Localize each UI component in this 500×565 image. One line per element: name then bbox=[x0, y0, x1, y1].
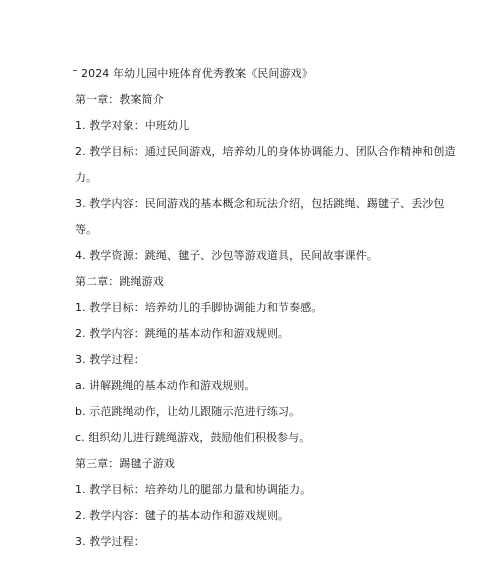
paragraph-line: 4. 教学资源：跳绳、毽子、沙包等游戏道具，民间故事课件。 bbox=[75, 249, 378, 262]
paragraph-line: 3. 教学过程： bbox=[75, 535, 145, 548]
paragraph-line: c. 组织幼儿进行跳绳游戏，鼓励他们积极参与。 bbox=[75, 431, 311, 444]
paragraph-line: 1. 教学对象：中班幼儿 bbox=[75, 119, 190, 132]
paragraph-line: 等。 bbox=[75, 223, 98, 236]
paragraph-line: 2. 教学内容：跳绳的基本动作和游戏规则。 bbox=[75, 327, 290, 340]
page-bottom-fade bbox=[0, 559, 500, 565]
document-title-line bbox=[75, 64, 435, 90]
paragraph-line: 力。 bbox=[75, 171, 98, 184]
title-dash-mark bbox=[73, 70, 77, 71]
paragraph-line: 2. 教学目标：通过民间游戏，培养幼儿的身体协调能力、团队合作精神和创造 bbox=[75, 145, 456, 158]
paragraph-line: 3. 教学内容：民间游戏的基本概念和玩法介绍，包括跳绳、踢毽子、丢沙包 bbox=[75, 197, 445, 210]
paragraph-line: 1. 教学目标：培养幼儿的腿部力量和协调能力。 bbox=[75, 483, 312, 496]
document-body bbox=[75, 64, 456, 558]
paragraph-line: 2. 教学内容：毽子的基本动作和游戏规则。 bbox=[75, 509, 290, 522]
chapter-heading: 第一章：教案简介 bbox=[75, 93, 164, 106]
paragraph-line: a. 讲解跳绳的基本动作和游戏规则。 bbox=[75, 379, 256, 392]
paragraph-line: 1. 教学目标：培养幼儿的手脚协调能力和节奏感。 bbox=[75, 301, 323, 314]
paragraph-line: 3. 教学过程： bbox=[75, 353, 145, 366]
chapter-heading: 第二章：跳绳游戏 bbox=[75, 275, 164, 288]
document-title: 2024 年幼儿园中班体育优秀教案《民间游戏》 bbox=[81, 67, 313, 80]
paragraph-line: b. 示范跳绳动作，让幼儿跟随示范进行练习。 bbox=[75, 405, 301, 418]
chapter-heading: 第三章：踢毽子游戏 bbox=[75, 457, 175, 470]
